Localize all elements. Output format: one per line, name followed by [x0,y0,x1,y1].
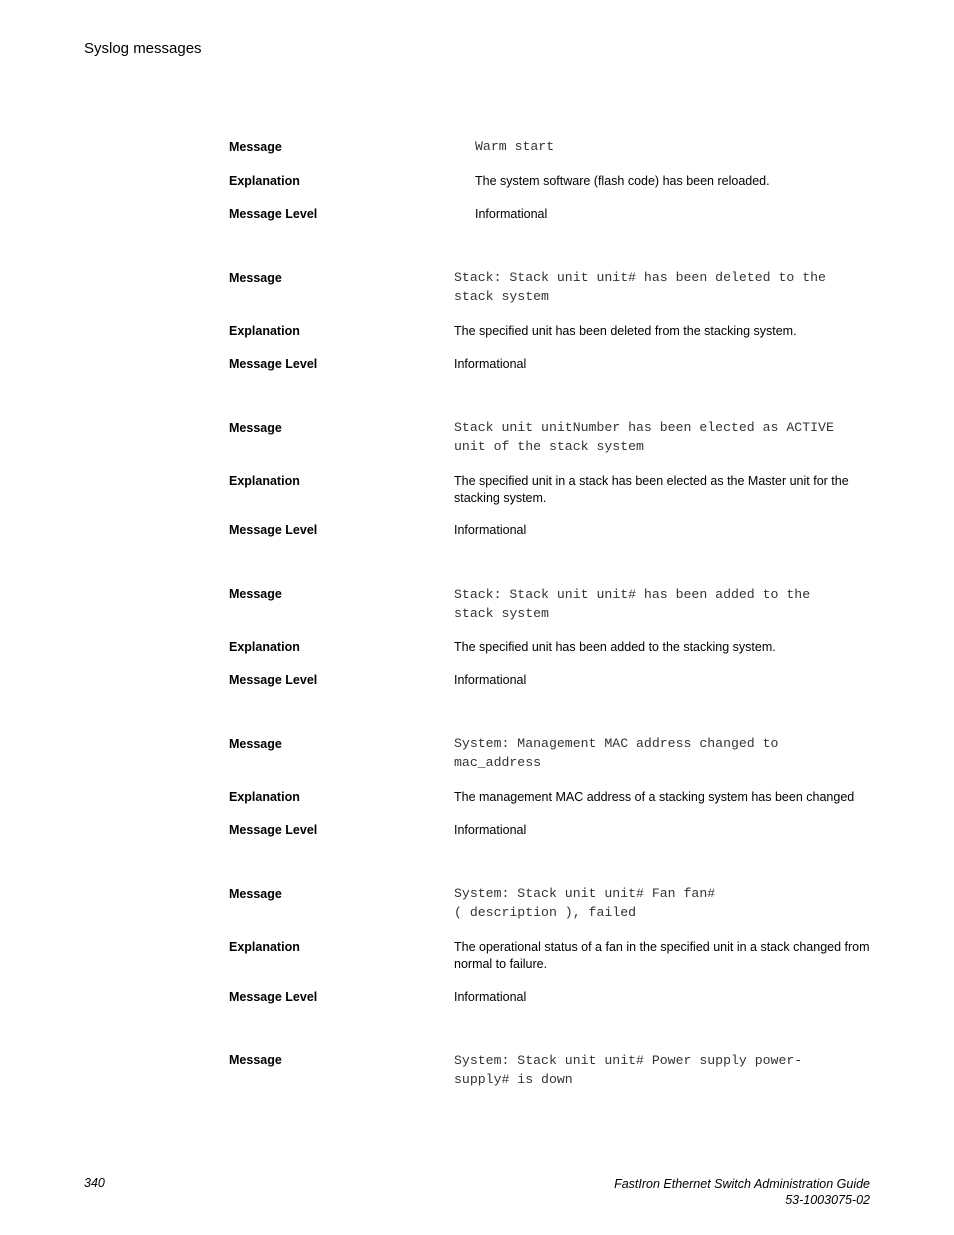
footer-doc-info [614,1176,870,1208]
explanation-label: Explanation [229,940,300,954]
explanation-text: The specified unit has been deleted from the stacking system. [454,324,797,338]
explanation-text: The specified unit has been added to the stacking system. [454,640,776,654]
message-label: Message [229,887,282,901]
explanation-text: The system software (flash code) has been reloaded. [475,174,770,188]
page-number: 340 [84,1176,105,1190]
message-label: Message [229,737,282,751]
message-text: Stack unit unitNumber has been elected as ACTIVE unit of the stack system [454,420,834,454]
doc-number: 53-1003075-02 [785,1193,870,1207]
message-level-value: Informational [454,673,527,687]
message-label: Message [229,421,282,435]
message-level-value: Informational [454,990,527,1004]
page-header-title: Syslog messages [84,40,202,57]
explanation-text: The specified unit in a stack has been elected as the Master unit for the stacking system. [454,474,849,505]
explanation-text: The operational status of a fan in the specified unit in a stack changed from normal to failure. [454,940,870,971]
message-level-label: Message Level [229,357,318,371]
message-text: Warm start [475,139,555,154]
explanation-text: The management MAC address of a stacking system has been changed [454,790,855,804]
message-label: Message [229,1053,282,1067]
message-text: System: Stack unit unit# Power supply power- supply# is down [454,1053,803,1087]
explanation-label: Explanation [229,174,300,188]
message-level-value: Informational [475,207,548,221]
explanation-label: Explanation [229,324,300,338]
message-level-value: Informational [454,823,527,837]
guide-title: FastIron Ethernet Switch Administration Guide [614,1177,870,1191]
message-label: Message [229,587,282,601]
message-level-label: Message Level [229,207,318,221]
message-text: System: Stack unit unit# Fan fan# ( description ), failed [454,886,716,920]
message-level-label: Message Level [229,990,318,1004]
message-level-label: Message Level [229,823,318,837]
message-level-value: Informational [454,523,527,537]
message-level-value: Informational [454,357,527,371]
message-label: Message [229,271,282,285]
message-text: System: Management MAC address changed to mac_address [454,736,779,770]
message-level-label: Message Level [229,673,318,687]
explanation-label: Explanation [229,640,300,654]
message-text: Stack: Stack unit unit# has been deleted to the stack system [454,270,826,304]
explanation-label: Explanation [229,474,300,488]
message-level-label: Message Level [229,523,318,537]
message-label: Message [229,140,282,154]
message-text: Stack: Stack unit unit# has been added to the stack system [454,587,811,621]
explanation-label: Explanation [229,790,300,804]
